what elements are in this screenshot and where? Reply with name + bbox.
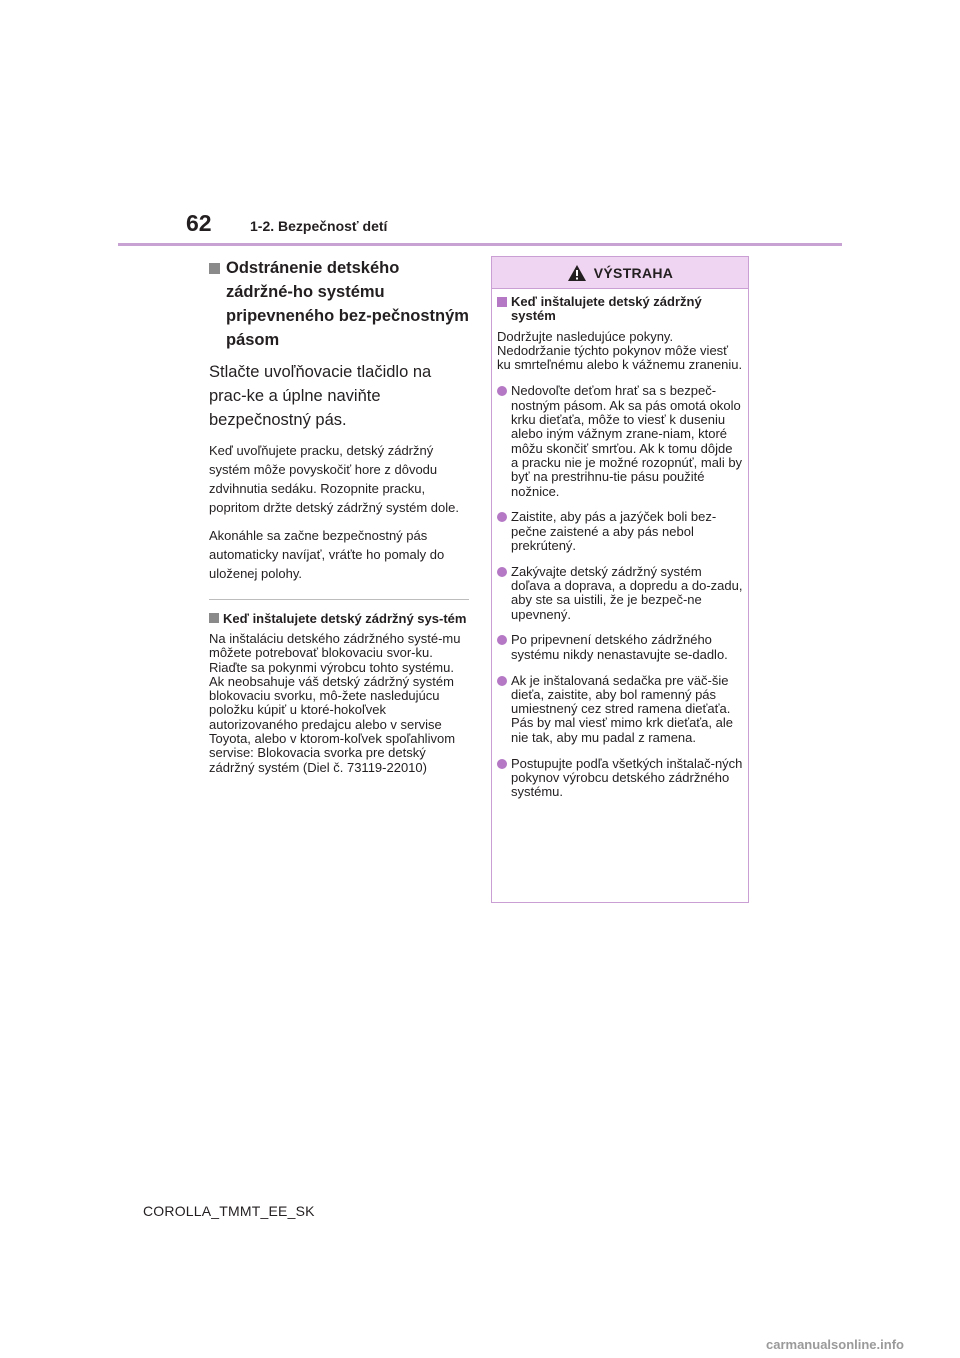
document-code: COROLLA_TMMT_EE_SK	[143, 1203, 315, 1219]
warning-bullet-text: Zaistite, aby pás a jazýček boli bez-pečne zaistené a aby pás nebol prekrútený.	[511, 509, 717, 553]
install-heading	[209, 611, 469, 626]
circle-bullet-icon	[497, 386, 507, 396]
warning-bullet-text: Postupujte podľa všetkých inštalač-ných pokynov výrobcu detského zádržného systému.	[511, 755, 743, 800]
warning-bullet	[497, 565, 743, 622]
warning-heading-text: Keď inštalujete detský zádržný systém	[511, 294, 702, 324]
watermark: carmanualsonline.info	[766, 1337, 904, 1352]
warning-bullet-text: Nedovoľte deťom hrať sa s bezpeč-nostným pásom. Ak sa pás omotá okolo krku dieťaťa, môže to viesť k duseniu alebo iným vážnym zrane-niam, ktoré môžu skončiť smrťou. Ak k tomu dôjde a pracku nie je možné rozopnúť, mali by byť na prestrihnu-tie pásu použité nožnice.	[511, 383, 743, 499]
warning-box	[491, 256, 749, 903]
warning-bullet	[497, 510, 743, 553]
warning-bullet	[497, 633, 743, 662]
install-heading-text: Keď inštalujete detský zádržný sys-tém	[223, 611, 467, 626]
square-marker-icon	[497, 297, 507, 307]
warning-heading	[497, 295, 743, 324]
circle-bullet-icon	[497, 567, 507, 577]
page-number: 62	[186, 210, 212, 236]
section-title: 1-2. Bezpečnosť detí	[250, 218, 388, 234]
warning-bullet-text: Ak je inštalovaná sedačka pre väč-šie dieťa, zaistite, aby bol ramenný pás umiestnený cez stred ramena dieťaťa. Pás by mal viesť mimo krk dieťaťa, ale nie tak, aby mu padal z ramena.	[511, 672, 733, 745]
removal-note-1: Keď uvoľňujete pracku, detský zádržný systém môže povyskočiť hore z dôvodu zdvihnutia sedáku. Rozopnite pracku, popritom držte detský zádržný systém dole.	[209, 443, 459, 515]
warning-intro: Dodržujte nasledujúce pokyny. Nedodržanie týchto pokynov môže viesť ku smrteľnému alebo k vážnemu zraneniu.	[497, 328, 743, 373]
circle-bullet-icon	[497, 635, 507, 645]
warning-bullet-list	[497, 384, 743, 799]
header-rule	[118, 243, 842, 246]
removal-heading	[209, 256, 469, 352]
section-divider	[209, 599, 469, 600]
warning-bullet-text: Po pripevnení detského zádržného systému nikdy nenastavujte se-dadlo.	[511, 632, 728, 662]
circle-bullet-icon	[497, 512, 507, 522]
warning-bullet	[497, 384, 743, 498]
warning-bullet	[497, 757, 743, 800]
warning-title: VÝSTRAHA	[593, 264, 674, 281]
circle-bullet-icon	[497, 759, 507, 769]
removal-note-2: Akonáhle sa začne bezpečnostný pás automaticky navíjať, vráťte ho pomaly do uloženej polohy.	[209, 528, 445, 581]
square-marker-icon	[209, 263, 220, 274]
square-marker-icon	[209, 613, 219, 623]
circle-bullet-icon	[497, 676, 507, 686]
removal-lead-text: Stlačte uvoľňovacie tlačidlo na prac-ke a úplne naviňte bezpečnostný pás.	[209, 363, 432, 429]
left-column	[209, 256, 469, 775]
removal-heading-text: Odstránenie detského zádržné-ho systému pripevneného bez-pečnostným pásom	[226, 259, 469, 349]
warning-header	[492, 257, 748, 289]
install-body-text: Na inštaláciu detského zádržného systé-mu môžete potrebovať blokovaciu svor-ku. Riaďte sa pokynmi výrobcu tohto systému. Ak neobsahuje váš detský zádržný systém blokovaciu svorku, mô-žete nasledujúcu položku kúpiť u ktoré-hokoľvek autorizovaného predajcu alebo v servise Toyota, alebo v ktorom-koľvek spoľahlivom servise: Blokovacia svorka pre detský zádržný systém (Diel č. 73119-22010)	[209, 631, 461, 775]
warning-bullet-text: Zakývajte detský zádržný systém doľava a doprava, a dopredu a do-zadu, aby ste sa uistili, že je bezpeč-ne upevnený.	[511, 563, 743, 622]
warning-triangle-icon	[567, 264, 587, 282]
warning-bullet	[497, 674, 743, 745]
warning-content	[492, 289, 748, 799]
